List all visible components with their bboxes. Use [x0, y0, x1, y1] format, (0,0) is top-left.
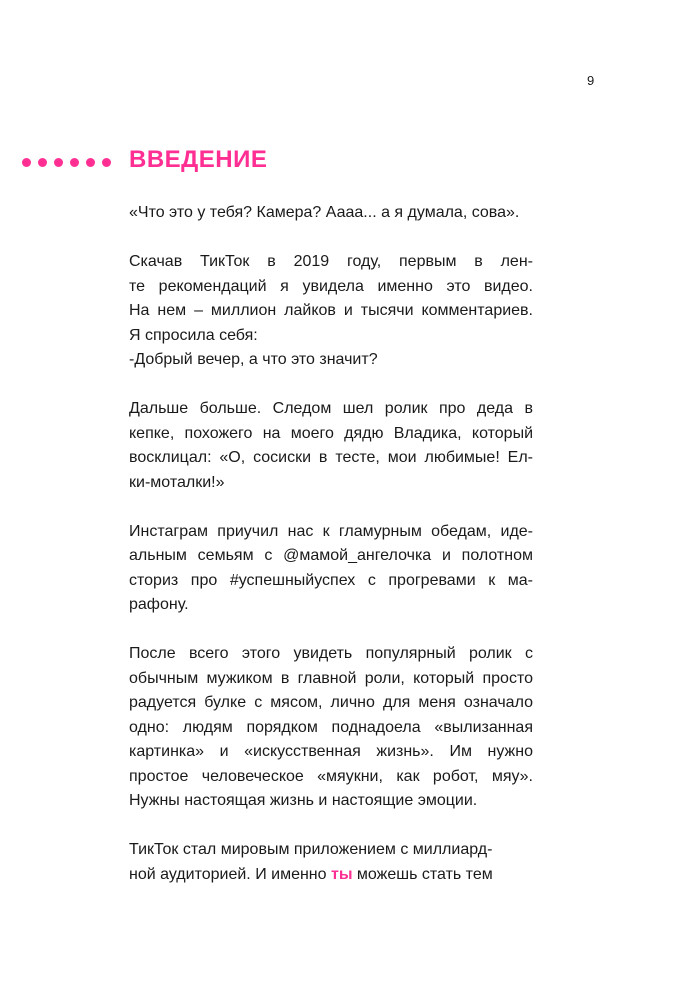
text-line: Дальше больше. Следом шел ролик про деда в [129, 400, 533, 417]
bullet-dot [54, 158, 63, 167]
section-title: ВВЕДЕНИЕ [129, 146, 268, 173]
text-line: рафону. [129, 596, 189, 613]
body-text [129, 201, 533, 912]
text-line: После всего этого увидеть популярный ролик с [129, 645, 533, 662]
paragraph-1 [129, 201, 533, 226]
page-number: 9 [587, 73, 595, 88]
paragraph-5 [129, 642, 533, 814]
text-line: восклицал: «О, сосиски в тесте, мои любимые! Ел- [129, 449, 533, 466]
text-line: «Что это у тебя? Камера? Аааа... а я думала, сова». [129, 204, 520, 221]
text-line [129, 863, 533, 888]
text-line: ки-моталки!» [129, 473, 225, 491]
bullet-dot [22, 158, 31, 167]
text-fragment: ной аудиторией. И именно [129, 865, 331, 883]
text-line: те рекомендаций я увидела именно это видео. [129, 277, 533, 295]
text-line: обычным мужиком в главной роли, который просто [129, 669, 533, 687]
text-line: кепке, похожего на моего дядю Владика, который [129, 424, 533, 442]
text-line: -Добрый вечер, а что это значит? [129, 351, 378, 368]
section-heading [0, 146, 681, 178]
text-line: Скачав ТикТок в 2019 году, первым в лен- [129, 253, 533, 270]
text-line: альным семьям с @мамой_ангелочка и полотном [129, 547, 533, 564]
accent-word: ты [330, 865, 353, 883]
text-line: Я спросила себя: [129, 326, 258, 344]
text-line: Инстаграм приучил нас к гламурным обедам, иде- [129, 522, 533, 540]
paragraph-2 [129, 250, 533, 373]
paragraph-6 [129, 838, 533, 887]
text-line: ТикТок стал мировым приложением с миллиард- [129, 841, 493, 858]
paragraph-3 [129, 397, 533, 495]
bullet-dot [86, 158, 95, 167]
text-line: простое человеческое «мяукни, как робот, мяу». [129, 767, 533, 785]
text-line: одно: людям порядком поднадоела «вылизанная [129, 718, 533, 736]
text-line: картинка» и «искусственная жизнь». Им нужно [129, 743, 533, 760]
text-fragment: можешь стать тем [352, 865, 493, 883]
paragraph-4 [129, 520, 533, 618]
bullet-dots [22, 158, 111, 167]
text-line: радуется булке с мясом, лично для меня означало [129, 694, 533, 711]
text-line: На нем – миллион лайков и тысячи комментариев. [129, 302, 533, 319]
bullet-dot [38, 158, 47, 167]
bullet-dot [102, 158, 111, 167]
text-line: сториз про #успешныйуспех с прогревами к ма- [129, 571, 533, 589]
bullet-dot [70, 158, 79, 167]
text-line: Нужны настоящая жизнь и настоящие эмоции. [129, 792, 478, 809]
